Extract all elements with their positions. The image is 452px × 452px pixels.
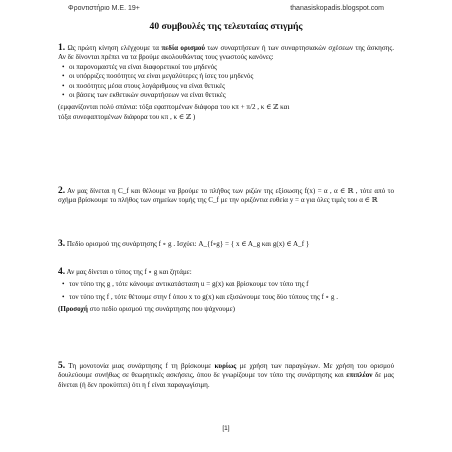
list-item: • τον τύπο της g , τότε κάνουμε αντικατάσταση u = g(x) και βρίσκουμε τον τύπο της f bbox=[58, 280, 394, 289]
list-item: • τον τύπο της f , τότε θέτουμε στην f όπου x το g(x) και εξισώνουμε τους δύο τύπους της f ∘ g . bbox=[58, 293, 394, 302]
attention-note: (Προσοχή στο πεδίο ορισμού της συνάρτησης που ψάχνουμε) bbox=[58, 305, 235, 314]
page-title: 40 συμβουλές της τελευταίας στιγμής bbox=[149, 21, 303, 32]
tip-2 bbox=[58, 187, 394, 206]
tip-5-text: 5. Τη μονοτονία μιας συνάρτησης f τη βρίσκουμε κυρίως με χρήση των παραγώγων. Με χρήση του ορισμού δουλεύουμε συνήθως σε θεωρητικές ασκήσεις, όπου δε γνωρίζουμε τον τύπο της συνάρτησης και επιπλέον δε μας δίνεται (ή δεν προκύπτει) ότι η f είναι παραγωγίσιμη. bbox=[58, 361, 394, 389]
page-number: [1] bbox=[222, 425, 230, 432]
list-item: • οι παρονομαστές να είναι διαφορετικοί του μηδενός bbox=[58, 63, 394, 72]
tip-5 bbox=[58, 362, 394, 390]
tip-1-text: 1. Ως πρώτη κίνηση ελέγχουμε τα πεδία ορισμού των συναρτήσεων ή των συναρτησιακών σχέσεων της άσκησης. Αν δε δίνονται πρέπει να τα βρούμε ακολουθώντας τους γνωστούς κανόνες: bbox=[58, 43, 394, 62]
tip-3-text: 3. Πεδίο ορισμού της συνάρτησης f ∘ g . Ισχύει: A_{f∘g} = { x ∈ A_g και g(x) ∈ A_f } bbox=[58, 239, 310, 249]
tip-number: 3. bbox=[58, 239, 66, 249]
tip-number: 4. bbox=[58, 267, 66, 277]
note-line: τόξα συνεφαπτομένων διάφορα του κπ , κ ∈ ℤ ) bbox=[58, 112, 196, 121]
list-item: • οι βάσεις των εκθετικών συναρτήσεων να είναι θετικές bbox=[58, 91, 394, 100]
tip-number: 2. bbox=[58, 186, 66, 196]
tip-3 bbox=[58, 240, 394, 249]
tip-2-text: 2. Αν μας δίνεται η C_f και θέλουμε να βρούμε το πλήθος των ριζών της εξίσωσης f(x) = α , α ∈ ℝ , τότε από το σχήμα βρίσκουμε το πλήθος των σημείων τομής της C_f με την οριζόντια ευθεία y = α για όλες τιμές του α ∈ ℝ bbox=[58, 186, 394, 205]
header-left: Φροντιστήριο Μ.Ε. 19+ bbox=[68, 5, 140, 12]
tip-1 bbox=[58, 44, 394, 122]
list-item: • οι ποσότητες μέσα στους λογάριθμους να είναι θετικές bbox=[58, 82, 394, 91]
emphasis: κυρίως bbox=[214, 362, 237, 370]
tip-number: 1. bbox=[58, 43, 66, 53]
note-line: (εμφανίζονται πολύ σπάνια: τόξα εφαπτομένων διάφορα του κπ + π/2 , κ ∈ ℤ και bbox=[58, 103, 290, 112]
list-item: • οι υπόρριζες ποσότητες να είναι μεγαλύτερες ή ίσες του μηδενός bbox=[58, 72, 394, 81]
tip-4-intro: 4. Αν μας δίνεται ο τύπος της f ∘ g και ζητάμε: bbox=[58, 267, 192, 277]
emphasis: πεδία ορισμού bbox=[161, 44, 206, 52]
emphasis: επιπλέον bbox=[346, 371, 373, 380]
tip-number: 5. bbox=[58, 361, 66, 371]
header-right: thanasiskopadis.blogspot.com bbox=[290, 5, 384, 12]
tip-4 bbox=[58, 268, 394, 315]
